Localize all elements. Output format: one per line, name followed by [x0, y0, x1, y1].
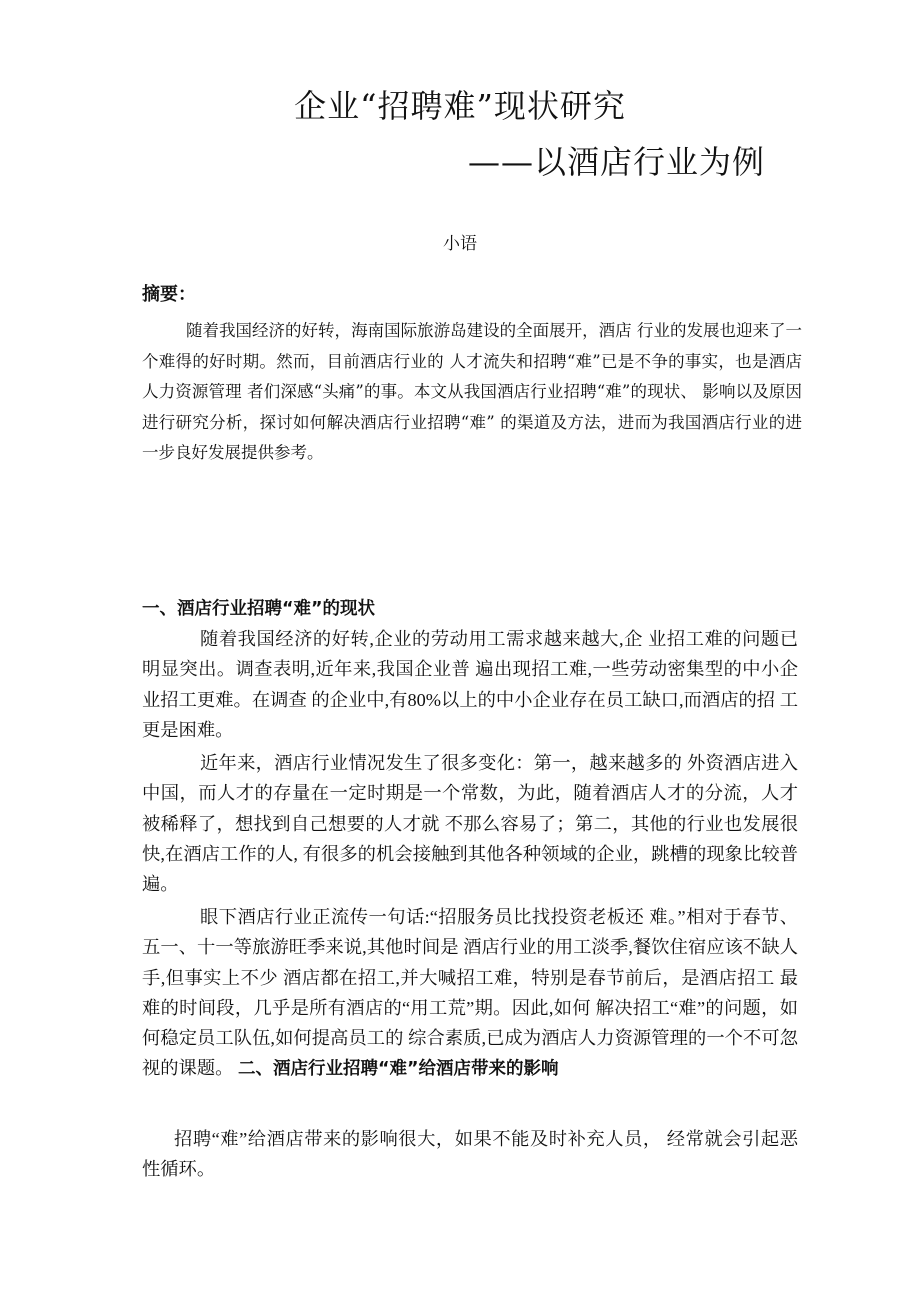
abstract-text: 随着我国经济的好转，海南国际旅游岛建设的全面展开，酒店 行业的发展也迎来了一个难得的好时期。然而，目前酒店行业的 人才流失和招聘“难”已是不争的事实，也是酒店人力资源管理 者们深感“头痛”的事。本文从我国酒店行业招聘“难”的现状、 影响以及原因进行研究分析，探讨如何解决酒店行业招聘“难” 的渠道及方法，进而为我国酒店行业的进一步良好发展提供参考。 — [142, 321, 802, 463]
author-name: 小语 — [443, 234, 477, 254]
section-1-paragraph-2: 近年来，酒店行业情况发生了很多变化：第一，越来越多的 外资酒店进入中国，而人才的存量在一定时期是一个常数，为此，随着酒店人才的分流，人才被稀释了，想找到自己想要的人才就 不那么容易了；第二，其他的行业也发展很快,在酒店工作的人, 有很多的机会接触到其他各种领域的企业，跳槽的现象比较普 遍。 — [142, 753, 798, 895]
section-1-paragraph-3 — [142, 902, 798, 1085]
document-title: 企业“招聘难”现状研究 — [294, 87, 626, 125]
section-2-paragraph-1: 招聘“难”给酒店带来的影响很大，如果不能及时补充人员， 经常就会引起恶性循环。 — [142, 1129, 798, 1180]
section-1-paragraph-1: 随着我国经济的好转,企业的劳动用工需求越来越大,企 业招工难的问题已明显突出。调查表明,近年来,我国企业普 遍出现招工难,一些劳动密集型的中小企业招工更难。在调查 的企业中,有80%以上的中小企业存在员工缺口,而酒店的招 工更是困难。 — [142, 629, 798, 740]
abstract-label: 摘要： — [142, 284, 196, 305]
document-subtitle: ——以酒店行业为例 — [468, 143, 766, 181]
section-1-paragraph-3-text: 眼下酒店行业正流传一句话:“招服务员比找投资老板还 难。”相对于春节、五一、十一等旅游旺季来说,其他时间是 酒店行业的用工淡季,餐饮住宿应该不缺人手,但事实上不少 酒店都在招工,并大喊招工难，特别是春节前后，是酒店招工 最难的时间段，几乎是所有酒店的“用工荒”期。因此,如何 解决招工“难”的问题，如何稳定员工队伍,如何提高员工的 综合素质,已成为酒店人力资源管理的一个不可忽视的课题。 — [142, 907, 798, 1079]
section-1-heading: 一、酒店行业招聘“难”的现状 — [142, 599, 376, 619]
section-2-heading: 二、酒店行业招聘“难”给酒店带来的影响 — [237, 1059, 559, 1080]
